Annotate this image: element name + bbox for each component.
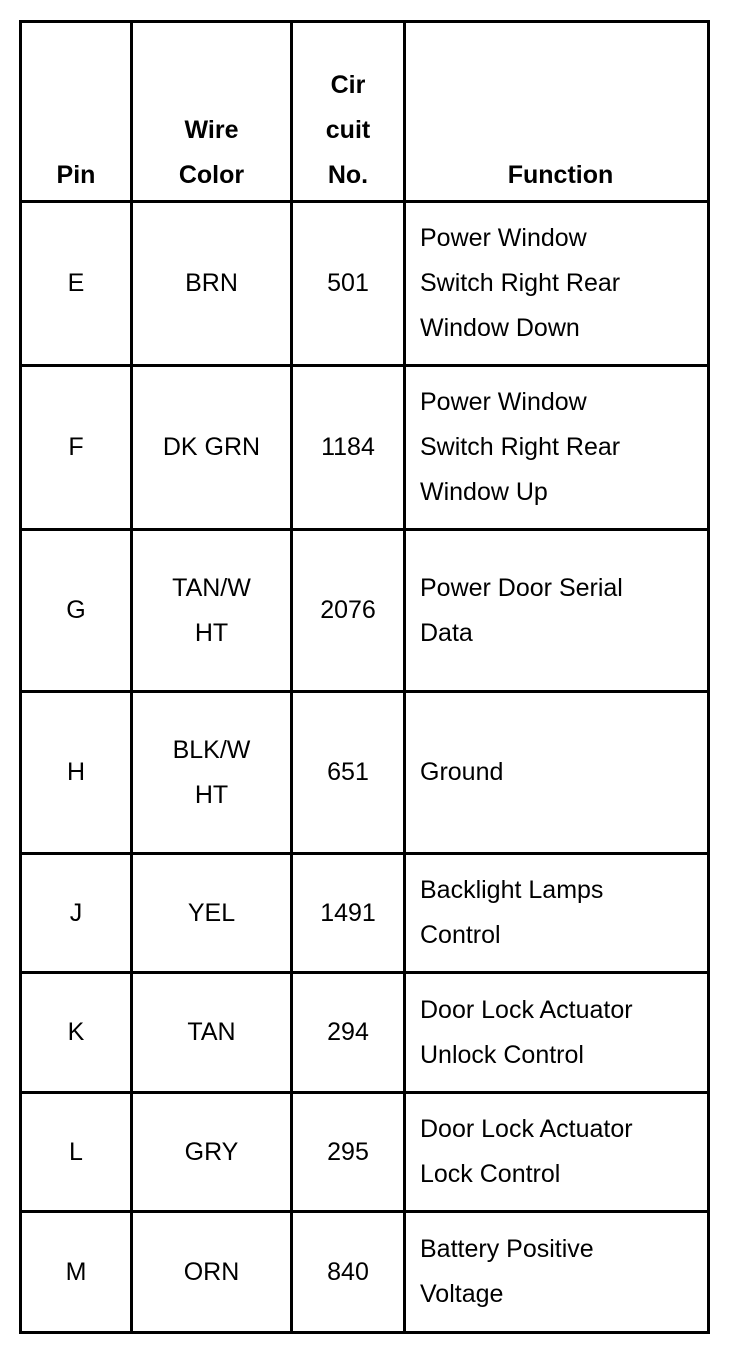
cell-pin: [21, 973, 132, 1093]
table-row: [21, 973, 709, 1093]
table-row: [21, 692, 709, 854]
function-value: Power Window Switch Right Rear Window Down: [420, 224, 621, 342]
cell-circuit-no: [292, 202, 405, 366]
cell-pin: [21, 1212, 132, 1333]
cell-wire-color: [132, 366, 292, 530]
wire-color-value: ORN: [183, 1257, 240, 1286]
cell-pin: [21, 854, 132, 973]
cell-function: [405, 202, 709, 366]
circuit-no-value: 651: [327, 758, 369, 786]
circuit-no-value: 501: [327, 269, 369, 297]
pin-value: K: [67, 1018, 85, 1046]
pin-value: L: [69, 1137, 83, 1166]
cell-pin: [21, 202, 132, 366]
cell-pin: [21, 530, 132, 692]
circuit-no-value: 295: [327, 1137, 369, 1166]
header-function-label: Function: [507, 161, 614, 189]
pin-value: M: [65, 1257, 87, 1286]
header-circuit-no: [292, 22, 405, 202]
cell-wire-color: [132, 1212, 292, 1333]
function-value: Door Lock Actuator Lock Control: [420, 1115, 633, 1188]
cell-pin: [21, 1093, 132, 1212]
header-wire-color: [132, 22, 292, 202]
table-row: [21, 854, 709, 973]
cell-circuit-no: [292, 973, 405, 1093]
pin-value: F: [68, 433, 84, 461]
cell-function: [405, 366, 709, 530]
connector-pinout-table: [19, 20, 710, 1334]
cell-function: [405, 1212, 709, 1333]
table-row: [21, 1093, 709, 1212]
table-row: [21, 1212, 709, 1333]
table-header: [21, 22, 709, 202]
circuit-no-value: 1491: [320, 898, 376, 927]
wire-color-value: TAN/W HT: [172, 573, 251, 647]
circuit-no-value: 1184: [321, 433, 375, 461]
function-value: Ground: [420, 758, 504, 786]
cell-wire-color: [132, 530, 292, 692]
cell-circuit-no: [292, 854, 405, 973]
header-row: [21, 22, 709, 202]
pin-value: G: [66, 596, 86, 624]
cell-circuit-no: [292, 1212, 405, 1333]
pin-value: E: [67, 269, 85, 297]
wire-color-value: YEL: [187, 898, 236, 927]
cell-circuit-no: [292, 530, 405, 692]
cell-wire-color: [132, 973, 292, 1093]
cell-pin: [21, 692, 132, 854]
circuit-no-value: 2076: [320, 596, 376, 624]
cell-circuit-no: [292, 1093, 405, 1212]
header-function: [405, 22, 709, 202]
function-value: Door Lock Actuator Unlock Control: [420, 995, 633, 1069]
table-row: [21, 366, 709, 530]
circuit-no-value: 840: [327, 1257, 369, 1286]
pin-value: J: [69, 898, 83, 927]
wire-color-value: BLK/W HT: [172, 735, 251, 809]
pin-value: H: [66, 758, 86, 786]
wire-color-value: TAN: [187, 1018, 236, 1046]
cell-function: [405, 1093, 709, 1212]
cell-wire-color: [132, 854, 292, 973]
header-wire-color-label: Wire Color: [178, 116, 245, 189]
cell-function: [405, 973, 709, 1093]
circuit-no-value: 294: [327, 1018, 369, 1046]
wire-color-value: DK GRN: [162, 433, 261, 461]
cell-circuit-no: [292, 692, 405, 854]
cell-circuit-no: [292, 366, 405, 530]
cell-function: [405, 854, 709, 973]
cell-function: [405, 530, 709, 692]
table-body: [21, 202, 709, 1333]
header-pin-label: Pin: [56, 161, 96, 189]
function-value: Power Window Switch Right Rear Window Up: [420, 388, 621, 506]
cell-wire-color: [132, 692, 292, 854]
cell-wire-color: [132, 202, 292, 366]
cell-pin: [21, 366, 132, 530]
cell-wire-color: [132, 1093, 292, 1212]
function-value: Power Door Serial Data: [420, 573, 623, 647]
function-value: Battery Positive Voltage: [420, 1235, 594, 1308]
table-row: [21, 530, 709, 692]
table-row: [21, 202, 709, 366]
wire-color-value: BRN: [185, 269, 238, 297]
header-pin: [21, 22, 132, 202]
header-circuit-no-label: Cir cuit No.: [325, 71, 371, 189]
cell-function: [405, 692, 709, 854]
wire-color-value: GRY: [184, 1137, 239, 1166]
function-value: Backlight Lamps Control: [420, 876, 604, 949]
